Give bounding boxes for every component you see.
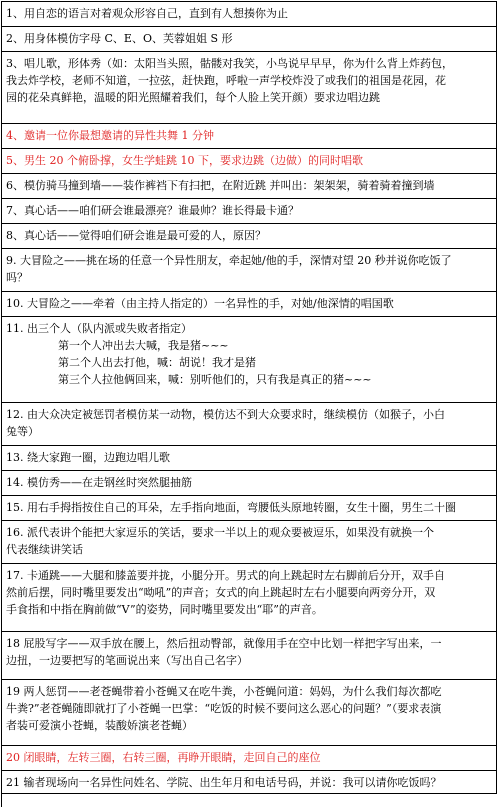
list-item-text: 11. 出三个人（队内派或失败者指定） xyxy=(6,322,192,335)
list-item-text: 园的花朵真鲜艳，温暖的阳光照耀着我们，每个人脸上笑开颜）要求边唱边跳 xyxy=(6,91,380,104)
list-item-text: 4、邀请一位你最想邀请的异性共舞 1 分钟 xyxy=(6,129,214,142)
list-item xyxy=(2,52,497,124)
list-item-text: 边扭，一边要把写的笔画说出来（写出自己名字） xyxy=(6,654,248,667)
list-item xyxy=(2,403,497,446)
list-item-text: 1、用自恋的语言对着观众形容自己，直到有人想揍你为止 xyxy=(6,7,288,20)
list-item xyxy=(2,746,497,771)
list-item xyxy=(2,174,497,199)
list-item xyxy=(2,521,497,564)
list-item-text: 我去炸学校，老师不知道，一拉弦，赶快跑，呼啦一声学校炸没了或我们的祖国是花园，花 xyxy=(6,74,446,87)
list-item-text: 6、模仿骑马撞到墙——装作裤裆下有扫把，在附近跳 并叫出：架架架，骑着骑着撞到墙 xyxy=(6,179,435,192)
list-item xyxy=(2,632,497,680)
list-item-text: 3、唱儿歌，形体秀（如：太阳当头照，骷髅对我笑，小鸟说早早早，你为什么背上炸药包， xyxy=(6,57,453,70)
list-item-text: 牛粪?”老苍蝇随即就打了小苍蝇一巴掌：“吃饭的时候不要问这么恶心的问题？”（要求表演 xyxy=(6,702,442,715)
list-item-text: 19 两人惩罚——老苍蝇带着小苍蝇又在吃牛粪，小苍蝇问道：妈妈，为什么我们每次都吃 xyxy=(6,685,442,698)
list-item-subtext: 第一个人冲出去大喊，我是猪~~~ xyxy=(58,339,229,352)
list-item-text: 10. 大冒险之——牵着（由主持人指定的）一名异性的手，对她/他深情的唱国歌 xyxy=(6,297,394,310)
list-item-text: 代表继续讲笑话 xyxy=(6,543,83,556)
list-item-text: 16. 派代表讲个能把大家逗乐的笑话，要求一半以上的观众要被逗乐，如果没有就换一个 xyxy=(6,526,434,539)
list-item xyxy=(2,680,497,746)
list-item xyxy=(2,317,497,403)
list-item xyxy=(2,224,497,249)
game-penalty-list xyxy=(1,1,497,807)
list-item xyxy=(2,771,497,794)
list-item-text: 17. 卡通跳——大腿和膝盖要并拢，小腿分开。男式的向上跳起时左右脚前后分开，双手自 xyxy=(6,569,445,582)
list-item xyxy=(2,496,497,521)
list-item xyxy=(2,149,497,174)
list-item xyxy=(2,124,497,149)
list-item-text: 然前后摆，同时嘴里要发出“呦吼”的声音；女式的向上跳起时左右小腿要向两旁分开，双 xyxy=(6,586,436,599)
list-item-text: 9. 大冒险之——挑在场的任意一个异性朋友，牵起她/他的手，深情对望 20 秒并说你吃饭了 xyxy=(6,254,452,267)
list-item xyxy=(2,2,497,27)
list-item-text: 手食指和中指在胸前做“V”的姿势，同时嘴里要发出“耶”的声音。 xyxy=(6,603,323,616)
list-item xyxy=(2,249,497,292)
list-item-text: 吗？ xyxy=(6,271,28,284)
list-item-subtext: 第二个人出去打他，喊：胡说！我才是猪 xyxy=(58,356,256,369)
list-item-text: 18 屁股写字——双手放在腰上，然后扭动臀部，就像用手在空中比划一样把字写出来，一 xyxy=(6,637,442,650)
list-item-text: 兔等） xyxy=(6,425,39,438)
list-item-text: 15. 用右手拇指按住自己的耳朵，左手指向地面，弯腰低头原地转圈，女生十圈，男生二十圈 xyxy=(6,501,456,514)
list-item xyxy=(2,471,497,496)
list-item xyxy=(2,446,497,471)
list-item-subtext: 第三个人拉他俩回来，喊：别听他们的，只有我是真正的猪~~~ xyxy=(58,373,372,386)
list-item-text: 者装可爱演小苍蝇，装酸娇演老苍蝇） xyxy=(6,719,193,732)
list-item-text: 5、男生 20 个俯卧撑，女生学蛙跳 10 下，要求边跳（边做）的同时唱歌 xyxy=(6,154,363,167)
list-item-text: 7、真心话——咱们研会谁最漂亮？谁最帅？谁长得最卡通？ xyxy=(6,204,299,217)
list-item-text: 8、真心话——觉得咱们研会谁是最可爱的人，原因？ xyxy=(6,229,266,242)
list-item-text: 14. 模仿秀——在走钢丝时突然腿抽筋 xyxy=(6,476,192,489)
list-item xyxy=(2,292,497,317)
list-item xyxy=(2,199,497,224)
list-item xyxy=(2,27,497,52)
list-item-text: 2、用身体模仿字母 C、E、O、芙蓉姐姐 S 形 xyxy=(6,32,233,45)
list-item-text: 12. 由大众决定被惩罚者模仿某一动物，模仿达不到大众要求时，继续模仿（如猴子，小白 xyxy=(6,408,445,421)
list-item-text: 20 闭眼睛，左转三圈，右转三圈，再睁开眼睛，走回自己的座位 xyxy=(6,751,321,764)
list-item-text: 13. 绕大家跑一圈，边跑边唱儿歌 xyxy=(6,451,170,464)
list-item-text: 21 输者现场向一名异性问姓名、学院、出生年月和电话号码，并说：我可以请你吃饭吗？ xyxy=(6,776,442,789)
list-item xyxy=(2,564,497,632)
